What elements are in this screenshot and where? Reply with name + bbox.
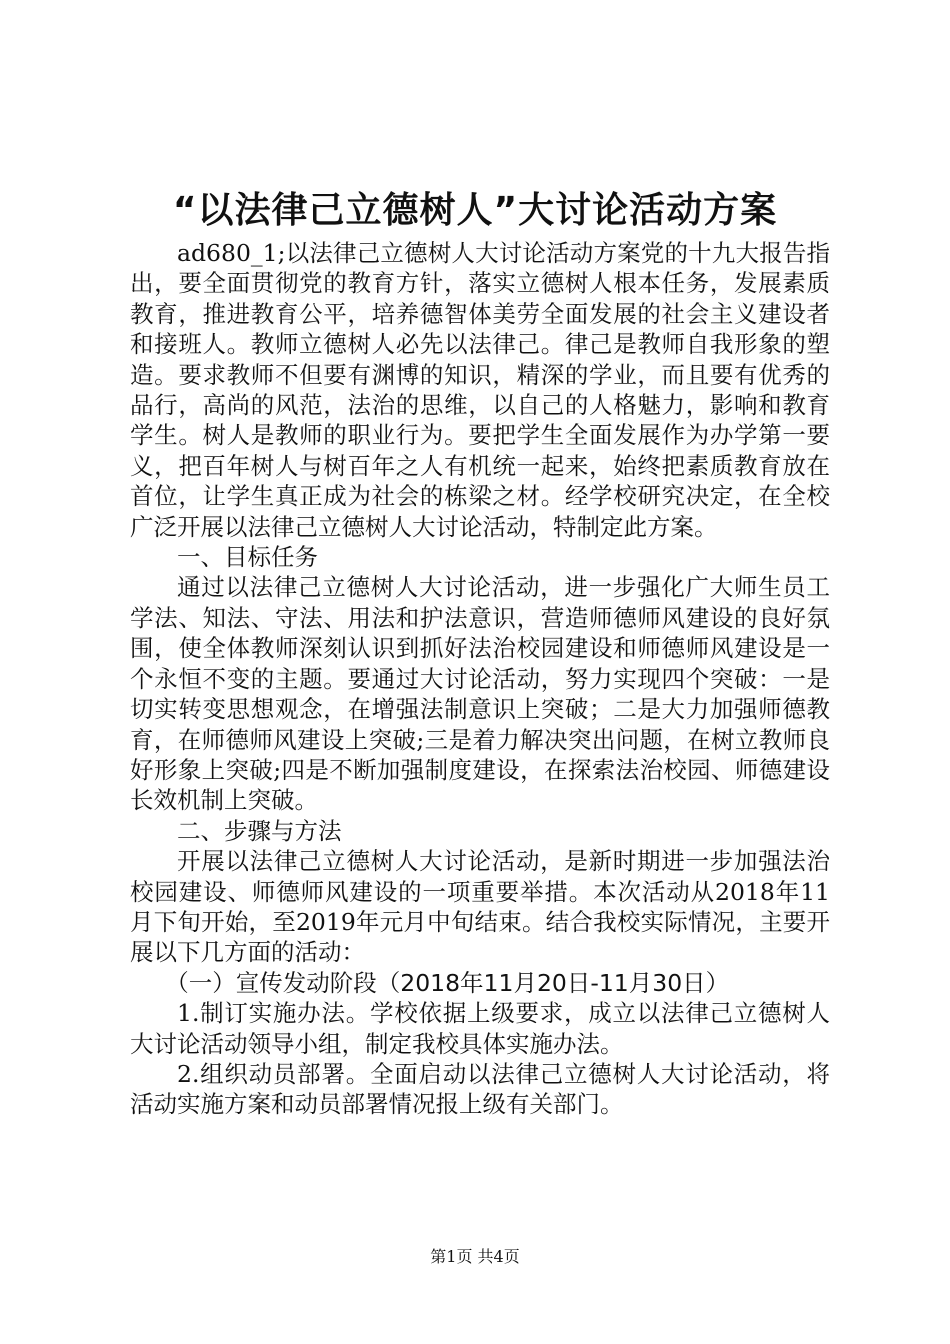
document-body — [130, 238, 830, 1120]
subsection-heading-phase-one: （一）宣传发动阶段（2018年11月20日-11月30日） — [165, 968, 730, 997]
paragraph-goals: 通过以法律己立德树人大讨论活动，进一步强化广大师生员工学法、知法、守法、用法和护法意识，营造师德师风建设的良好氛围，使全体教师深刻认识到抓好法治校园建设和师德师风建设是一个永恒不变的主题。要通过大讨论活动，努力实现四个突破：一是切实转变思想观念，在增强法制意识上突破；二是大力加强师德教育，在师德师风建设上突破;三是着力解决突出问题，在树立教师良好形象上突破;四是不断加强制度建设，在探索法治校园、师德建设长效机制上突破。 — [130, 573, 830, 815]
page-footer: 第1页 共4页 — [430, 1247, 520, 1266]
section-heading-goals: 一、目标任务 — [177, 543, 318, 572]
paragraph-intro: ad680_1;以法律己立德树人大讨论活动方案党的十九大报告指出，要全面贯彻党的教育方针，落实立德树人根本任务，发展素质教育，推进教育公平，培养德智体美劳全面发展的社会主义建设者和接班人。教师立德树人必先以法律己。律己是教师自我形象的塑造。要求教师不但要有渊博的知识，精深的学业，而且要有优秀的品行，高尚的风范，法治的思维，以自己的人格魅力，影响和教育学生。树人是教师的职业行为。要把学生全面发展作为办学第一要义，把百年树人与树百年之人有机统一起来，始终把素质教育放在首位，让学生真正成为社会的栋梁之材。经学校研究决定，在全校广泛开展以法律己立德树人大讨论活动，特制定此方案。 — [130, 239, 830, 541]
paragraph-steps: 开展以法律己立德树人大讨论活动，是新时期进一步加强法治校园建设、师德师风建设的一项重要举措。本次活动从2018年11月下旬开始，至2019年元月中旬结束。结合我校实际情况，主要开展以下几方面的活动： — [130, 847, 830, 967]
document-title: “以法律己立德树人”大讨论活动方案 — [172, 190, 778, 231]
section-heading-steps: 二、步骤与方法 — [177, 816, 342, 845]
paragraph-item-2: 2.组织动员部署。全面启动以法律己立德树人大讨论活动，将活动实施方案和动员部署情况报上级有关部门。 — [130, 1059, 830, 1119]
paragraph-item-1: 1.制订实施办法。学校依据上级要求，成立以法律己立德树人大讨论活动领导小组，制定我校具体实施办法。 — [130, 999, 830, 1058]
